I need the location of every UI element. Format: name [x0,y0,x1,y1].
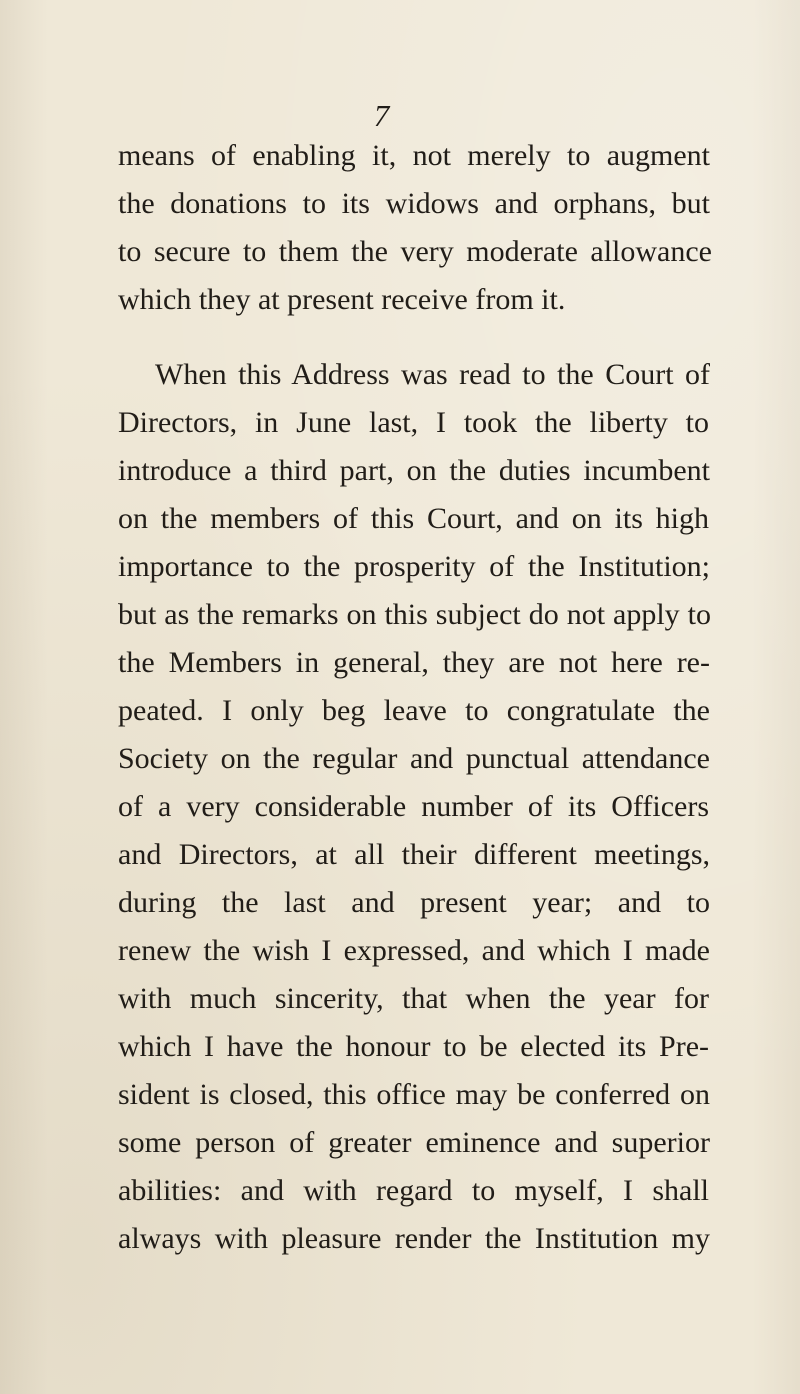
text-line: to secure to them the very moderate allowance [118,235,712,268]
text-line: abilities: and with regard to myself, I shall [118,1174,709,1207]
text-line: the Members in general, they are not here re- [118,646,710,679]
text-line: during the last and present year; and to [118,886,710,919]
text-line: which I have the honour to be elected its Pre- [118,1030,709,1063]
text-line: of a very considerable number of its Officers [118,790,709,823]
text-line: but as the remarks on this subject do not apply to [118,598,711,631]
text-line: always with pleasure render the Institution my [118,1222,710,1255]
text-line: some person of greater eminence and superior [118,1126,710,1159]
text-line: Society on the regular and punctual attendance [118,742,710,775]
text-line: Directors, in June last, I took the liberty to [118,406,709,439]
text-line: on the members of this Court, and on its high [118,502,709,535]
page-number: 7 [373,98,391,133]
text-line: sident is closed, this office may be conferred on [118,1078,710,1111]
text-line: importance to the prosperity of the Institution; [118,550,710,583]
text-line: When this Address was read to the Court of [155,358,710,391]
text-line: with much sincerity, that when the year for [118,982,709,1015]
text-line: and Directors, at all their different meetings, [118,838,710,871]
text-line: introduce a third part, on the duties incumbent [118,454,710,487]
text-line: peated. I only beg leave to congratulate the [118,694,710,727]
text-line: the donations to its widows and orphans, but [118,187,710,220]
text-line: renew the wish I expressed, and which I made [118,934,710,967]
text-line: which they at present receive from it. [118,283,566,316]
text-line: means of enabling it, not merely to augment [118,139,710,172]
